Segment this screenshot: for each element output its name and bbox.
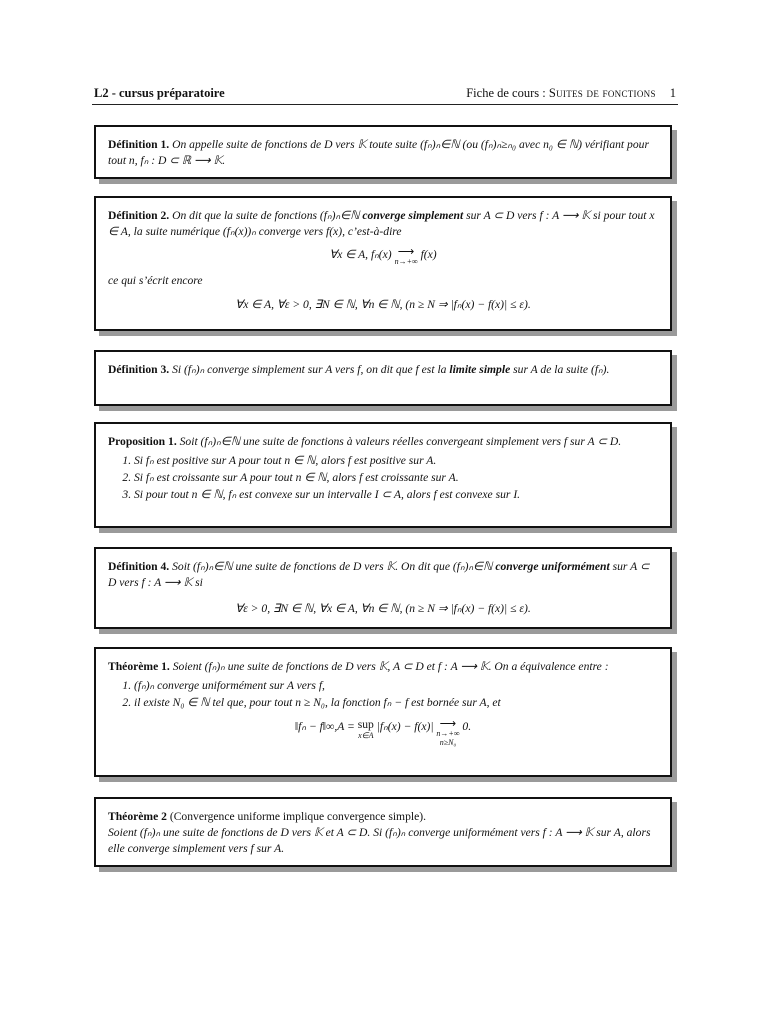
theorem-2-subtitle: (Convergence uniforme implique convergence simple). <box>169 810 426 823</box>
theorem-2-box <box>94 797 672 867</box>
definition-3-label: Définition 3. <box>108 363 170 376</box>
definition-4-text-after: sur A ⊂ D vers f : A ⟶ 𝕂 si <box>108 560 650 589</box>
definition-2-text-after: sur A ⊂ D vers f : A ⟶ 𝕂 si pour tout x ∈ A, la suite numérique (fₙ(x))ₙ converge vers f(x), c’est-à-dire <box>108 209 655 238</box>
definition-3-text-before: Si (fₙ)ₙ converge simplement sur A vers f, on dit que f est la <box>172 363 450 376</box>
list-item: 3. Si pour tout n ∈ ℕ, fₙ est convexe sur un intervalle I ⊂ A, alors f est convexe sur I. <box>134 486 658 503</box>
limit-arrow <box>395 247 418 266</box>
definition-4-text <box>108 560 650 589</box>
sup-glyph: sup <box>357 718 374 731</box>
definition-4-formula: ∀ε > 0, ∃N ∈ ℕ, ∀x ∈ A, ∀n ∈ ℕ, (n ≥ N ⇒ |fₙ(x) − f(x)| ≤ ε). <box>235 602 531 615</box>
list-item: 1. (fₙ)ₙ converge uniformément sur A vers f, <box>134 677 658 694</box>
definition-2-box <box>94 196 672 331</box>
definition-1-text: On appelle suite de fonctions de D vers 𝕂 toute suite (fₙ)ₙ∈ℕ (ou (fₙ)ₙ≥ₙ₀ avec n₀ ∈ ℕ) vérifiant pour tout n, fₙ : D ⊂ ℝ ⟶ 𝕂. <box>108 138 649 167</box>
limit-arrow <box>436 719 459 747</box>
definition-4-emphasis: converge uniformément <box>495 560 610 573</box>
theorem-1-label: Théorème 1. <box>108 660 170 673</box>
definition-3-emphasis: limite simple <box>449 363 511 376</box>
list-item: 2. il existe N₀ ∈ ℕ tel que, pour tout n ≥ N₀, la fonction fₙ − f est bornée sur A, et <box>134 694 658 711</box>
proposition-1-text: Soit (fₙ)ₙ∈ℕ une suite de fonctions à valeurs réelles convergeant simplement vers f sur A ⊂ D. <box>179 435 622 448</box>
definition-2-formula-1 <box>108 247 658 266</box>
arrow-subscript: n→+∞ <box>394 257 418 266</box>
definition-2-text-before: On dit que la suite de fonctions (fₙ)ₙ∈ℕ <box>172 209 363 222</box>
definition-4-text-before: Soit (fₙ)ₙ∈ℕ une suite de fonctions de D vers 𝕂. On dit que (fₙ)ₙ∈ℕ <box>172 560 496 573</box>
definition-2-formula-2: ∀x ∈ A, ∀ε > 0, ∃N ∈ ℕ, ∀n ∈ ℕ, (n ≥ N ⇒ |fₙ(x) − f(x)| ≤ ε). <box>235 298 531 311</box>
proposition-1-list <box>108 452 658 503</box>
definition-2-emphasis: converge simplement <box>362 209 464 222</box>
page-header <box>92 84 678 105</box>
theorem-2-text: Soient (fₙ)ₙ une suite de fonctions de D vers 𝕂 et A ⊂ D. Si (fₙ)ₙ converge uniformément vers f : A ⟶ 𝕂 sur A, alors elle converge simplement vers f sur A. <box>108 826 651 855</box>
definition-2-text <box>108 209 655 238</box>
theorem-1-formula <box>108 719 658 747</box>
theorem-1-list <box>108 677 658 711</box>
definition-3-text-after: sur A de la suite (fₙ). <box>510 363 610 376</box>
list-item: 2. Si fₙ est croissante sur A pour tout n ∈ ℕ, alors f est croissante sur A. <box>134 469 658 486</box>
sheet-title <box>466 86 676 101</box>
arrow-glyph: ⟶ <box>397 245 415 258</box>
proposition-1-label: Proposition 1. <box>108 435 177 448</box>
list-item: 1. Si fₙ est positive sur A pour tout n ∈ ℕ, alors f est positive sur A. <box>134 452 658 469</box>
definition-4-box <box>94 547 672 629</box>
definition-2-middle-text: ce qui s’écrit encore <box>108 274 203 287</box>
formula-1-left: ∀x ∈ A, fₙ(x) <box>329 248 395 261</box>
theorem-1-text: Soient (fₙ)ₙ une suite de fonctions de D vers 𝕂, A ⊂ D et f : A ⟶ 𝕂. On a équivalence entre : <box>172 660 609 673</box>
definition-1-label: Définition 1. <box>108 138 170 151</box>
sheet-prefix: Fiche de cours : <box>466 86 549 100</box>
formula-1-right: f(x) <box>417 248 437 261</box>
arrow-subscript: n→+∞ <box>436 729 460 738</box>
sheet-topic: Suites de fonctions <box>548 86 656 100</box>
sup-subscript: x∈A <box>358 731 374 740</box>
course-title: L2 - cursus préparatoire <box>94 86 225 100</box>
norm-expression: ‖fₙ − f‖∞,A = <box>294 720 358 733</box>
sup-argument: |fₙ(x) − f(x)| <box>373 720 437 733</box>
arrow-subscript-2: n≥N₀ <box>439 738 457 747</box>
page-number: 1 <box>669 86 676 100</box>
definition-3-text <box>172 363 609 376</box>
definition-4-label: Définition 4. <box>108 560 170 573</box>
definition-1-box <box>94 125 672 179</box>
formula-right: 0. <box>459 720 472 733</box>
theorem-2-label: Théorème 2 <box>108 810 167 823</box>
definition-2-label: Définition 2. <box>108 209 170 222</box>
arrow-glyph: ⟶ <box>439 717 457 730</box>
proposition-1-box <box>94 422 672 528</box>
sup-operator <box>358 719 374 740</box>
theorem-1-box <box>94 647 672 777</box>
definition-3-box <box>94 350 672 406</box>
